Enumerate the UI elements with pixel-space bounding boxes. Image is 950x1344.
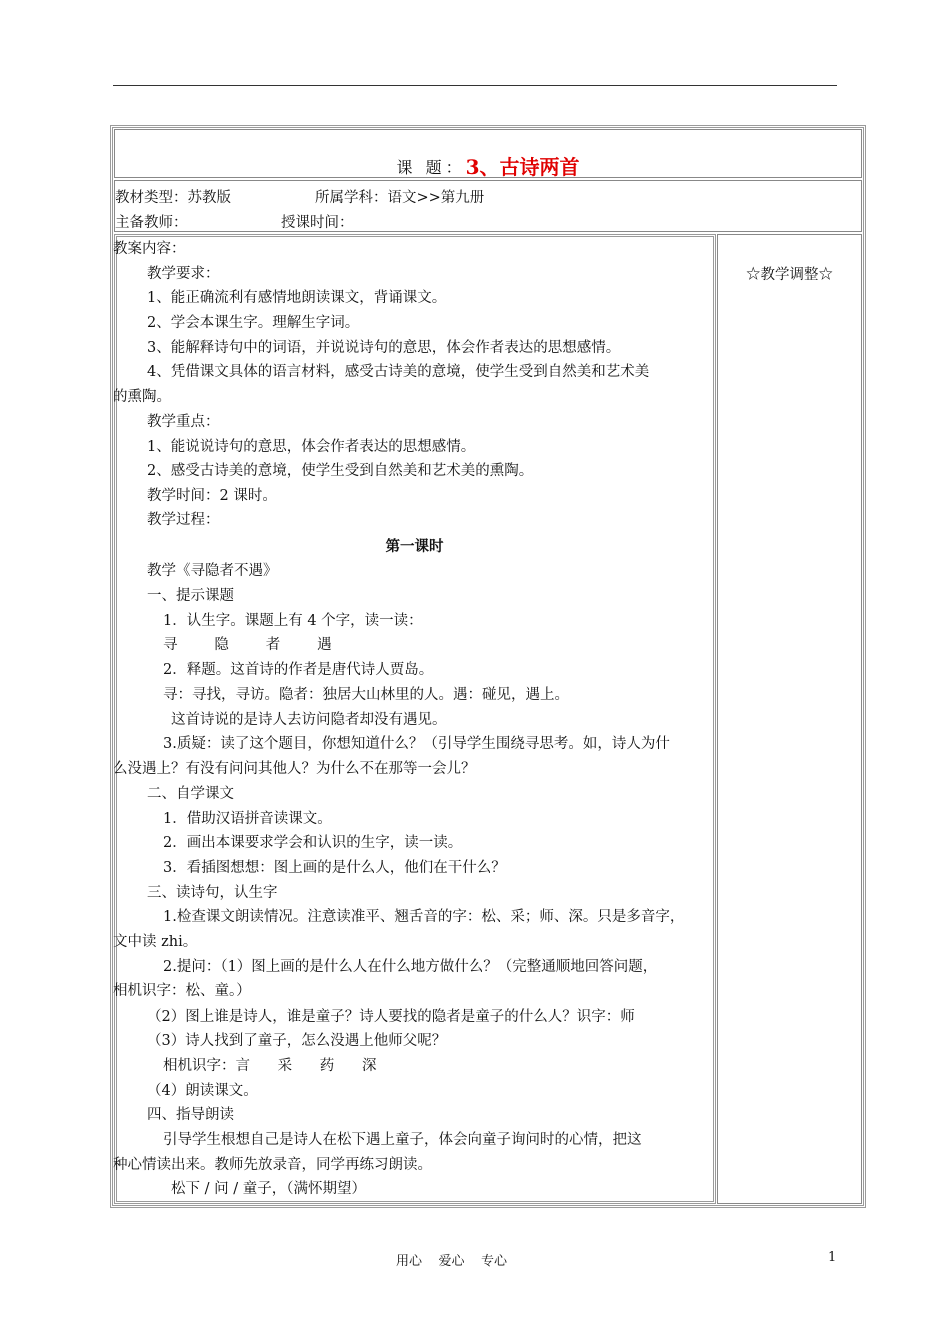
content-line: 寻：寻找，寻访。隐者：独居大山林里的人。遇：碰见，遇上。 <box>163 687 569 703</box>
content-line: 教学要求： <box>147 266 220 282</box>
content-line: 3、能解释诗句中的词语，并说说诗句的意思，体会作者表达的思想感情。 <box>147 340 621 356</box>
subject: 所属学科：语文>>第九册 <box>315 190 485 206</box>
content-line: 相机识字：松、童。） <box>113 983 251 999</box>
content-line: 教学过程： <box>147 512 220 528</box>
content-line: 教学《寻隐者不遇》 <box>147 563 278 579</box>
content-line: 相机识字：言 采 药 深 <box>163 1058 377 1074</box>
content-line: 一、提示课题 <box>147 588 234 604</box>
content-line: 么没遇上？有没有问问其他人？为什么不在那等一会儿？ <box>113 761 476 777</box>
content-line: 教学重点： <box>147 414 220 430</box>
content-line: 4、凭借课文具体的语言材料，感受古诗美的意境，使学生受到自然美和艺术美 <box>147 364 650 380</box>
content-line: 2．释题。这首诗的作者是唐代诗人贾岛。 <box>163 662 434 678</box>
content-line: 四、指导朗读 <box>147 1107 234 1123</box>
content-line: 这首诗说的是诗人去访问隐者却没有遇见。 <box>171 712 447 728</box>
content-line: 2、感受古诗美的意境，使学生受到自然美和艺术美的熏陶。 <box>147 463 534 479</box>
title-row <box>114 129 862 178</box>
content-line: （2）图上谁是诗人，谁是童子？诗人要找的隐者是童子的什么人？识字：师 <box>147 1009 635 1025</box>
footer-motto: 用心 爱心 专心 <box>396 1254 508 1269</box>
content-line: 二、自学课文 <box>147 786 234 802</box>
title-main: 3、古诗两首 <box>465 155 580 179</box>
page-number: 1 <box>828 1250 837 1265</box>
lead-teacher: 主备教师： <box>115 215 188 231</box>
content-line: 1．认生字。课题上有 4 个字，读一读： <box>163 613 423 629</box>
info-row <box>114 180 862 232</box>
content-line: 寻 隐 者 遇 <box>163 637 332 653</box>
content-line: 2、学会本课生字。理解生字词。 <box>147 315 360 331</box>
content-label: 教案内容： <box>113 241 186 257</box>
content-line: 引导学生根想自己是诗人在松下遇上童子，体会向童子询问时的心情，把这 <box>163 1132 642 1148</box>
content-line: （4）朗读课文。 <box>147 1083 258 1099</box>
content-line: 3．看插图想想：图上画的是什么人，他们在干什么？ <box>163 860 506 876</box>
content-line: 种心情读出来。教师先放录音，同学再练习朗读。 <box>113 1157 432 1173</box>
content-line: 松下 / 问 / 童子，（满怀期望） <box>171 1181 366 1197</box>
content-line: 的熏陶。 <box>113 389 171 405</box>
content-line: （3）诗人找到了童子，怎么没遇上他师父呢？ <box>147 1033 447 1049</box>
content-line: 2．画出本课要求学会和认识的生字，读一读。 <box>163 835 463 851</box>
textbook-type: 教材类型：苏教版 <box>115 190 231 206</box>
content-line: 2.提问：（1）图上画的是什么人在什么地方做什么？（完整通顺地回答问题， <box>163 959 658 975</box>
adjustment-cell <box>717 234 862 1204</box>
section-heading: 第一课时 <box>385 538 444 555</box>
content-line: 1.检查课文朗读情况。注意读准平、翘舌音的字：松、采；师、深。只是多音字， <box>163 909 685 925</box>
content-line: 文中读 zhi。 <box>113 934 198 950</box>
content-line: 三、读诗句，认生字 <box>147 885 278 901</box>
title-label: 课 题： <box>396 158 466 177</box>
content-line: 1、能正确流利有感情地朗读课文，背诵课文。 <box>147 290 447 306</box>
content-line: 教学时间：2 课时。 <box>147 488 277 504</box>
adjustment-title: ☆教学调整☆ <box>746 267 833 283</box>
content-line: 1、能说说诗句的意思，体会作者表达的思想感情。 <box>147 439 476 455</box>
lesson-title <box>115 150 861 179</box>
content-line: 3.质疑：读了这个题目，你想知道什么？（引导学生围绕寻思考。如，诗人为什 <box>163 736 670 752</box>
header-rule <box>113 85 837 86</box>
content-line: 1．借助汉语拼音读课文。 <box>163 811 332 827</box>
class-time: 授课时间： <box>281 215 354 231</box>
